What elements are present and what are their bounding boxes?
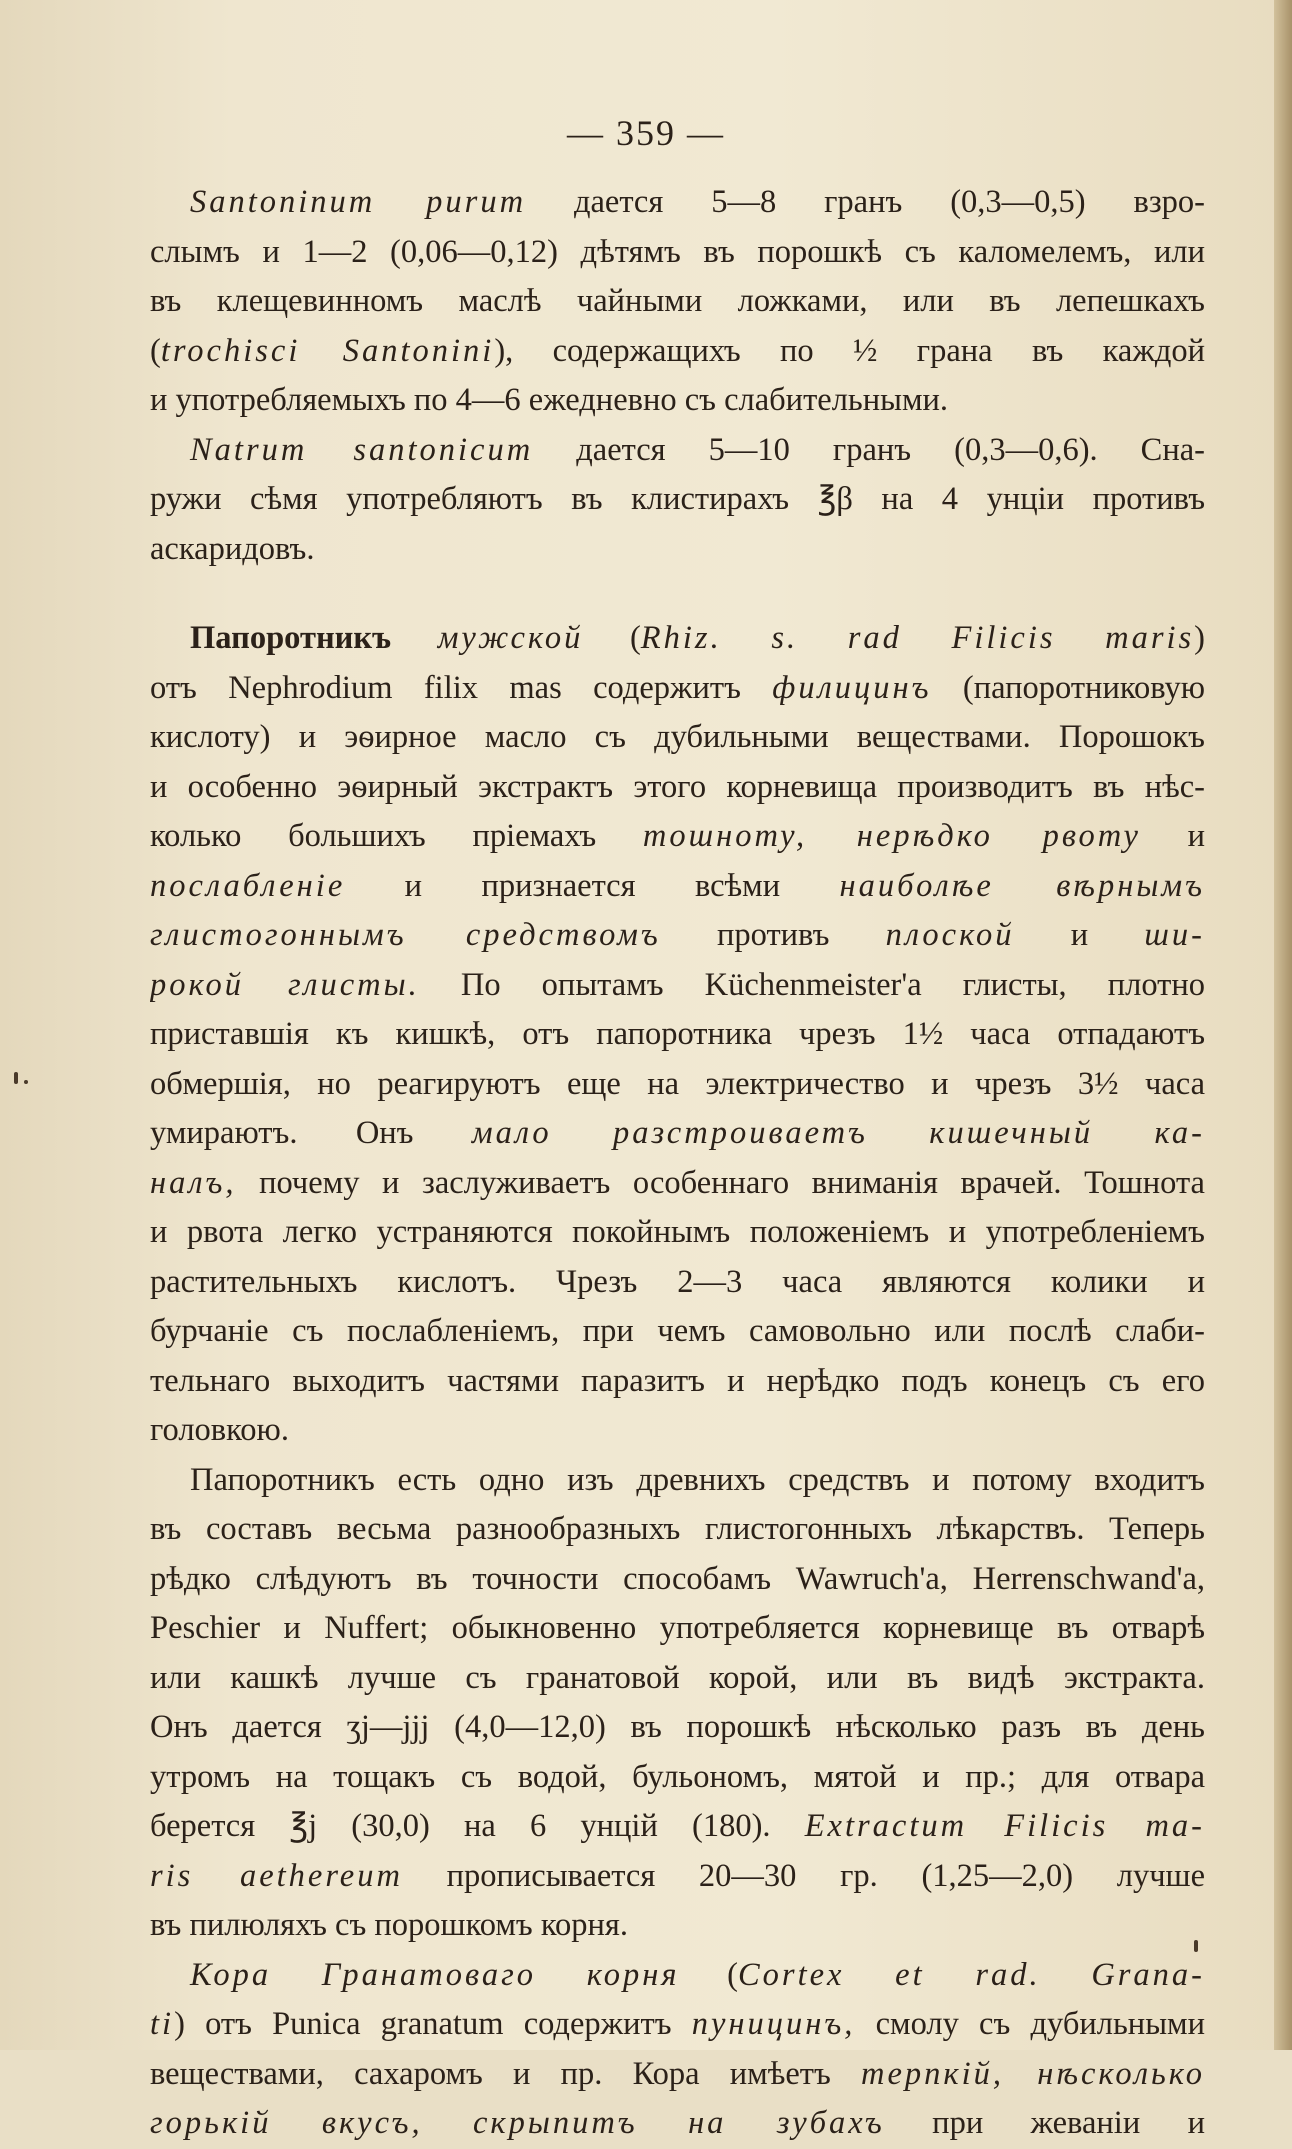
text-line (150, 277, 1205, 327)
text-line (150, 1208, 1205, 1258)
emphasized-text: ris aethereum (150, 1857, 403, 1894)
text-line (150, 178, 1205, 228)
page-number: — 359 — (567, 113, 725, 153)
emphasized-text: налъ, (150, 1164, 237, 1201)
text-segment: растительныхъ кислотъ. Чрезъ 2—3 часа являются колики и (150, 1263, 1205, 1300)
text-line (150, 2099, 1205, 2149)
text-line (150, 2000, 1205, 2050)
text-segment: тельнаго выходитъ частями паразитъ и нерѣдко подъ конецъ съ его (150, 1362, 1205, 1399)
text-line (150, 1604, 1205, 1654)
text-segment: По опытамъ Küchenmeister'а глисты, плотно (419, 966, 1205, 1003)
emphasized-text: плоской (885, 917, 1015, 953)
text-line (150, 1010, 1205, 1060)
emphasized-text: терпкій, нѣсколько (861, 2055, 1205, 2092)
ink-mark (1194, 1940, 1198, 1952)
text-segment: и (1014, 917, 1145, 953)
emphasized-text: филицинъ (772, 669, 932, 706)
ink-mark (14, 1072, 18, 1084)
text-segment: Папоротникъ есть одно изъ древнихъ средствъ и потому входитъ (190, 1461, 1205, 1498)
emphasized-text: наиболѣе вѣрнымъ (839, 867, 1205, 904)
text-segment: ружи сѣмя употребляютъ въ клистирахъ ℥β на 4 унціи противъ (150, 481, 1205, 517)
text-segment: дается 5—8 гранъ (0,3—0,5) взро- (526, 184, 1205, 220)
emphasized-text: мужской (437, 620, 584, 656)
emphasized-text: Кора Гранатоваго корня (190, 1956, 680, 1993)
emphasized-text: послабленіе (150, 867, 346, 904)
text-line (150, 1703, 1205, 1753)
text-segment: ( (583, 620, 641, 656)
emphasized-text: ti (150, 2006, 175, 2042)
emphasized-text: горькій вкусъ, скрыпитъ на зубахъ (150, 2105, 885, 2141)
ink-dot (24, 1080, 28, 1084)
text-segment (391, 620, 438, 656)
text-line (150, 376, 1205, 426)
emphasized-text: Rhiz. s. rad Filicis maris (640, 620, 1195, 656)
text-segment: веществами, сахаромъ и пр. Кора имѣетъ (150, 2055, 861, 2092)
text-segment: ( (150, 332, 161, 369)
text-line (150, 1654, 1205, 1704)
emphasized-text: мало разстроиваетъ кишечный ка- (471, 1115, 1205, 1151)
text-line (150, 1555, 1205, 1605)
emphasized-text: trochisci Santonini (160, 332, 495, 369)
text-line (150, 961, 1205, 1011)
text-line (150, 1307, 1205, 1357)
text-segment: или кашкѣ лучше съ гранатовой корой, или въ видѣ экстракта. (150, 1659, 1205, 1696)
text-line (150, 1753, 1205, 1803)
text-segment: ) (1194, 620, 1205, 656)
emphasized-text: Extractum Filicis ma- (804, 1808, 1205, 1844)
text-segment: ) отъ Punica granatum содержитъ (174, 2006, 692, 2042)
text-line (150, 1060, 1205, 1110)
text-segment: почему и заслуживаетъ особеннаго вниманія врачей. Тошнота (236, 1164, 1205, 1201)
text-line (150, 763, 1205, 813)
emphasized-text: Santoninum purum (190, 184, 527, 220)
text-line (150, 2050, 1205, 2100)
text-line (150, 525, 1205, 575)
text-segment: колько большихъ пріемахъ (150, 818, 643, 854)
text-line (150, 664, 1205, 714)
text-segment: и признается всѣми (345, 867, 840, 904)
text-line (150, 1951, 1205, 2001)
text-line (150, 327, 1205, 377)
emphasized-text: Cortex et rad. Granа- (738, 1956, 1205, 1993)
text-segment: въ пилюляхъ съ порошкомъ корня. (150, 1907, 628, 1943)
text-segment: въ составъ весьма разнообразныхъ глистогонныхъ лѣкарствъ. Теперь (150, 1511, 1205, 1547)
text-segment: и рвота легко устраняются покойнымъ положеніемъ и употребленіемъ (150, 1214, 1205, 1250)
text-segment: смолу съ дубильными (855, 2006, 1205, 2042)
text-line (150, 1505, 1205, 1555)
page-text (150, 178, 1205, 2149)
text-line (150, 812, 1205, 862)
text-segment: берется ℥j (30,0) на 6 унцій (180). (150, 1808, 805, 1844)
text-segment: аскаридовъ. (150, 530, 315, 567)
text-segment: прописывается 20—30 гр. (1,25—2,0) лучше (402, 1857, 1205, 1894)
text-segment: и употребляемыхъ по 4—6 ежедневно съ слабительными. (150, 382, 949, 418)
text-line (150, 614, 1205, 664)
emphasized-text: ши- (1144, 917, 1205, 953)
emphasized-text: рокой глисты. (150, 966, 420, 1003)
text-segment: и (1140, 818, 1205, 854)
text-segment: отъ Nephrodium filix mas содержитъ (150, 669, 773, 706)
text-line (150, 1901, 1205, 1951)
text-line (150, 862, 1205, 912)
text-segment: (папоротниковую (931, 669, 1205, 706)
text-segment: бурчаніе съ послабленіемъ, при чемъ самовольно или послѣ слаби- (150, 1313, 1205, 1349)
text-segment: кислоту) и эѳирное масло съ дубильными веществами. Порошокъ (150, 719, 1205, 755)
text-segment: Peschier и Nuffert; обыкновенно употребляется корневище въ отварѣ (150, 1610, 1205, 1646)
text-segment: ( (679, 1956, 738, 1993)
text-line (150, 1159, 1205, 1209)
text-segment: утромъ на тощакъ съ водой, бульономъ, мятой и пр.; для отвара (150, 1758, 1205, 1795)
text-segment: слымъ и 1—2 (0,06—0,12) дѣтямъ въ порошкѣ съ каломелемъ, или (150, 233, 1205, 270)
text-segment: обмершія, но реагируютъ еще на электричество и чрезъ 3½ часа (150, 1065, 1205, 1102)
emphasized-text: глистогоннымъ средствомъ (150, 917, 661, 953)
text-line (150, 911, 1205, 961)
text-line (150, 1852, 1205, 1902)
text-segment: при жеваніи и (884, 2105, 1205, 2141)
text-line (150, 475, 1205, 525)
text-line (150, 1109, 1205, 1159)
bold-term: Папоротникъ (190, 620, 392, 656)
text-segment: приставшія къ кишкѣ, отъ папоротника чрезъ 1½ часа отпадаютъ (150, 1016, 1205, 1052)
text-line (150, 1357, 1205, 1407)
text-line (150, 713, 1205, 763)
text-segment: рѣдко слѣдуютъ въ точности способамъ Wawruch'а, Herrenschwand'а, (150, 1560, 1205, 1597)
emphasized-text: пуницинъ, (691, 2006, 856, 2042)
text-segment: ), содержащихъ по ½ грана въ каждой (494, 332, 1205, 369)
text-segment: въ клещевинномъ маслѣ чайными ложками, или въ лепешкахъ (150, 283, 1205, 319)
text-line (150, 426, 1205, 476)
text-line (150, 1802, 1205, 1852)
text-segment: противъ (660, 917, 886, 953)
page-spine-edge (1274, 0, 1292, 2050)
text-segment: Онъ дается ʒj—jjj (4,0—12,0) въ порошкѣ нѣсколько разъ въ день (150, 1709, 1205, 1745)
text-segment: и особенно эѳирный экстрактъ этого корневища производитъ въ нѣс- (150, 768, 1205, 805)
text-segment: дается 5—10 гранъ (0,3—0,6). Сна- (533, 431, 1205, 468)
text-line (150, 1406, 1205, 1456)
emphasized-text: Natrum santonicum (190, 431, 534, 468)
text-line (150, 1258, 1205, 1308)
text-line (150, 1456, 1205, 1506)
text-segment: головкою. (150, 1412, 289, 1448)
emphasized-text: тошноту, нерѣдко рвоту (642, 818, 1141, 854)
text-segment: умираютъ. Онъ (150, 1115, 472, 1151)
text-line (150, 228, 1205, 278)
